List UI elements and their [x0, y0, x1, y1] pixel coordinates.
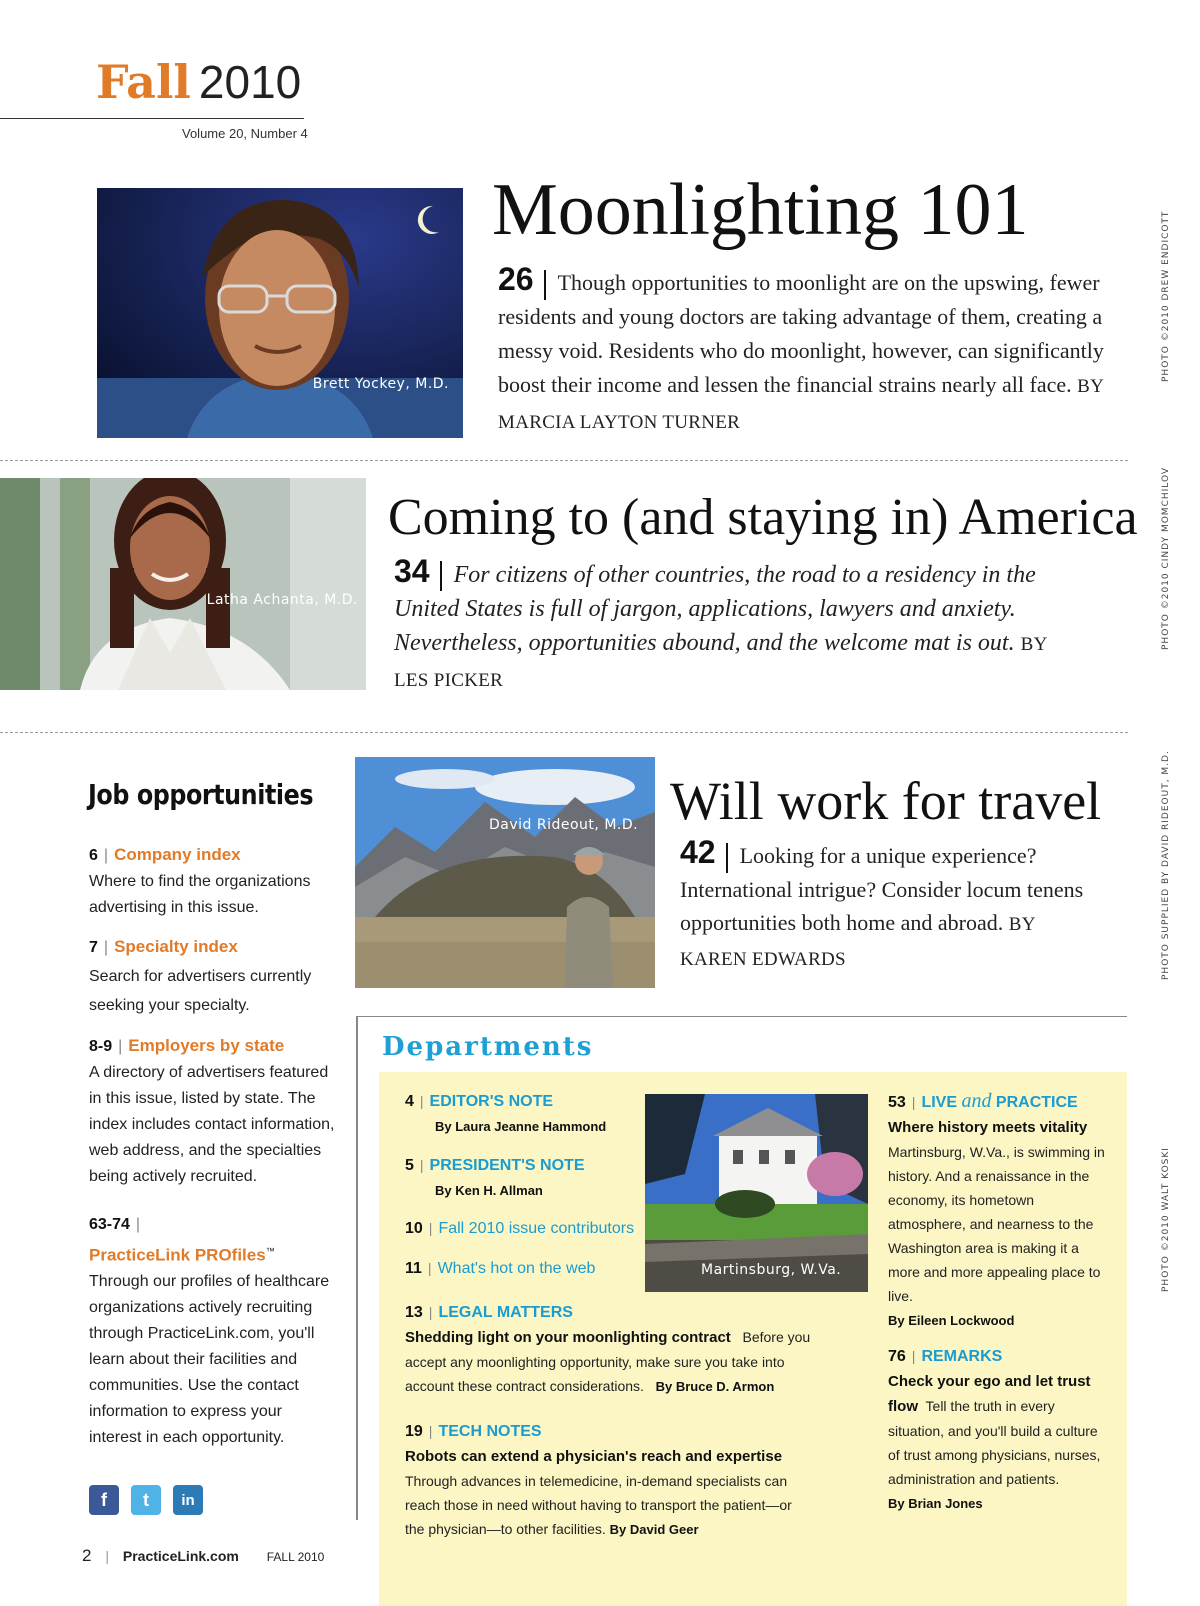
dept-page-number: 11	[405, 1260, 422, 1277]
job-link[interactable]: Specialty index	[114, 937, 238, 956]
feature-title: Coming to (and staying in) America	[388, 489, 1138, 546]
feature-byline: BY MARCIA LAYTON TURNER	[498, 376, 1104, 433]
job-desc: Search for advertisers currently seeking your specialty.	[89, 968, 312, 1014]
job-page-number: 8-9	[89, 1038, 113, 1055]
dept-desc: Martinsburg, W.Va., is swimming in history. And a renaissance in the economy, its hometown atmosphere, and nearness to the Washington area is making it a more and more appealing place to live.	[888, 1144, 1105, 1304]
feature-summary	[394, 554, 1074, 698]
divider: |	[428, 1304, 433, 1320]
dept-desc: Before you accept any moonlighting opportunity, make sure you take into account these contract considerations.	[405, 1329, 811, 1394]
dept-byline: By Brian Jones	[888, 1496, 983, 1511]
dept-link[interactable]: Fall 2010 issue contributors	[438, 1220, 635, 1237]
job-desc: Through our profiles of healthcare organizations actively recruiting through PracticeLink.com, you'll learn about their facilities and communities. Use the contact information to express your interest in each opportunity.	[89, 1273, 330, 1447]
footer-site[interactable]: PracticeLink.com	[122, 1548, 239, 1564]
dept-item-web[interactable]	[405, 1256, 645, 1281]
dept-category[interactable]: REMARKS	[921, 1348, 1003, 1365]
job-desc: Where to find the organizations advertising in this issue.	[89, 873, 311, 916]
footer-page-number: 2	[82, 1546, 92, 1565]
dept-subtitle: Check your ego and let trust flow	[888, 1373, 1091, 1415]
dept-category[interactable]: TECH NOTES	[438, 1423, 542, 1440]
dept-page-number: 76	[888, 1348, 906, 1365]
feature-page-number: 26	[498, 261, 534, 297]
divider: |	[105, 1548, 109, 1564]
dept-page-number: 4	[405, 1093, 414, 1110]
dept-desc: Tell the truth in every situation, and you'll build a culture of trust among physicians, nurses, administration and patients.	[888, 1398, 1101, 1487]
divider	[726, 843, 728, 873]
job-link[interactable]: Employers by state	[128, 1036, 285, 1055]
job-item-specialty-index[interactable]	[89, 932, 329, 1020]
departments-left-rule	[356, 1016, 358, 1520]
dept-item-legal-matters[interactable]	[405, 1300, 825, 1399]
feature-byline: BY LES PICKER	[394, 634, 1047, 691]
facebook-icon[interactable]: f	[89, 1485, 119, 1515]
photo-caption: Brett Yockey, M.D.	[312, 376, 449, 392]
divider: |	[118, 1038, 123, 1055]
dept-byline: By David Geer	[609, 1522, 699, 1537]
header-rule	[0, 118, 304, 119]
job-item-profiles[interactable]	[89, 1212, 335, 1451]
dept-page-number: 13	[405, 1304, 423, 1321]
dept-category-and: and	[961, 1090, 992, 1112]
divider: |	[428, 1423, 433, 1439]
jobs-heading: Job opportunities	[88, 778, 314, 811]
job-item-company-index[interactable]	[89, 842, 349, 921]
feature-title: Will work for travel	[670, 771, 1102, 831]
dept-page-number: 19	[405, 1423, 423, 1440]
page-footer	[82, 1546, 324, 1566]
departments-heading: Departments	[382, 1032, 594, 1062]
dept-item-live-and-practice[interactable]	[888, 1089, 1110, 1333]
dept-category[interactable]	[921, 1090, 1078, 1112]
dept-subtitle: Shedding light on your moonlighting contract	[405, 1329, 731, 1346]
photo-caption: David Rideout, M.D.	[489, 817, 639, 833]
linkedin-icon[interactable]: in	[173, 1485, 203, 1515]
job-item-employers-by-state[interactable]	[89, 1033, 337, 1190]
dept-category[interactable]: EDITOR'S NOTE	[429, 1093, 554, 1110]
dept-byline: By Eileen Lockwood	[888, 1313, 1015, 1328]
job-link[interactable]: Company index	[114, 845, 241, 864]
section-divider	[0, 732, 1128, 733]
dept-byline: By Laura Jeanne Hammond	[435, 1119, 607, 1134]
dept-category-part: LIVE	[921, 1094, 957, 1111]
divider: |	[103, 847, 109, 864]
issue-year: 2010	[198, 56, 302, 108]
dept-category-part: PRACTICE	[995, 1094, 1078, 1111]
job-page-number: 7	[89, 939, 98, 956]
trademark: ™	[265, 1246, 275, 1256]
feature-page-number: 42	[680, 834, 716, 870]
dept-byline: By Bruce D. Armon	[655, 1379, 775, 1394]
dept-item-tech-notes[interactable]	[405, 1419, 815, 1542]
section-divider	[0, 460, 1128, 461]
divider: |	[911, 1348, 916, 1364]
photo-credit: PHOTO SUPPLIED BY DAVID RIDEOUT, M.D.	[1161, 750, 1171, 980]
job-page-number: 63-74	[89, 1216, 130, 1233]
divider	[440, 561, 442, 591]
department-photo-martinsburg	[645, 1094, 868, 1292]
feature-body: Though opportunities to moonlight are on the upswing, fewer residents and young doctors are taking advantage of them, creating a messy void. Residents who do moonlight, however, can significantly boost their income and lessen the financial strains nearly all face.	[498, 270, 1104, 397]
twitter-icon[interactable]: t	[131, 1485, 161, 1515]
dept-byline: By Ken H. Allman	[435, 1183, 543, 1198]
dept-item-contributors[interactable]	[405, 1216, 645, 1241]
issue-title	[96, 56, 301, 108]
feature-photo-america	[0, 478, 366, 690]
feature-title: Moonlighting 101	[492, 169, 1029, 251]
feature-body: For citizens of other countries, the road to a residency in the United States is full of jargon, applications, lawyers and anxiety. Nevertheless, opportunities abound, and the welcome mat is out.	[394, 562, 1036, 656]
divider: |	[419, 1093, 424, 1109]
job-link[interactable]: PracticeLink PROfiles	[89, 1245, 266, 1265]
divider: |	[135, 1216, 141, 1233]
photo-caption: Latha Achanta, M.D.	[206, 592, 358, 608]
departments-top-rule	[357, 1016, 1127, 1017]
feature-photo-travel	[355, 757, 655, 988]
dept-item-presidents-note[interactable]	[405, 1153, 635, 1203]
photo-caption: Martinsburg, W.Va.	[701, 1262, 842, 1278]
footer-issue: FALL 2010	[266, 1550, 325, 1564]
feature-body: Looking for a unique experience? International intrigue? Consider locum tenens opportunities both home and abroad.	[680, 843, 1084, 935]
social-links	[89, 1485, 203, 1515]
issue-season: Fall	[96, 55, 191, 109]
photo-credit: PHOTO ©2010 DREW ENDICOTT	[1161, 210, 1171, 382]
divider: |	[103, 939, 109, 956]
dept-link[interactable]: What's hot on the web	[437, 1260, 596, 1277]
dept-category[interactable]: LEGAL MATTERS	[438, 1304, 573, 1321]
dept-item-editors-note[interactable]	[405, 1089, 635, 1139]
feature-photo-moonlighting	[97, 188, 463, 438]
feature-summary	[680, 836, 1100, 976]
feature-summary	[498, 262, 1128, 440]
job-desc: A directory of advertisers featured in this issue, listed by state. The index includes contact information, web address, and the specialties being actively recruited.	[89, 1064, 335, 1185]
divider	[544, 270, 546, 300]
dept-page-number: 5	[405, 1157, 414, 1174]
divider: |	[427, 1260, 432, 1276]
dept-subtitle: Where history meets vitality	[888, 1119, 1088, 1136]
dept-page-number: 53	[888, 1094, 906, 1111]
job-page-number: 6	[89, 847, 98, 864]
divider: |	[911, 1094, 916, 1110]
divider: |	[419, 1157, 424, 1173]
feature-page-number: 34	[394, 553, 430, 589]
dept-category[interactable]: PRESIDENT'S NOTE	[429, 1157, 585, 1174]
volume-number: Volume 20, Number 4	[182, 126, 308, 141]
feature-byline: BY KAREN EDWARDS	[680, 913, 1036, 970]
photo-credit: PHOTO ©2010 CINDY MOMCHILOV	[1161, 466, 1171, 650]
dept-item-remarks[interactable]	[888, 1344, 1110, 1516]
dept-page-number: 10	[405, 1220, 423, 1237]
photo-credit: PHOTO ©2010 WALT KOSKI	[1161, 1147, 1171, 1292]
dept-subtitle: Robots can extend a physician's reach and expertise	[405, 1448, 783, 1465]
dept-desc: Through advances in telemedicine, in-demand specialists can reach those in need without having to transport the patient—or the physician—to other facilities.	[405, 1473, 792, 1537]
divider: |	[428, 1220, 433, 1236]
